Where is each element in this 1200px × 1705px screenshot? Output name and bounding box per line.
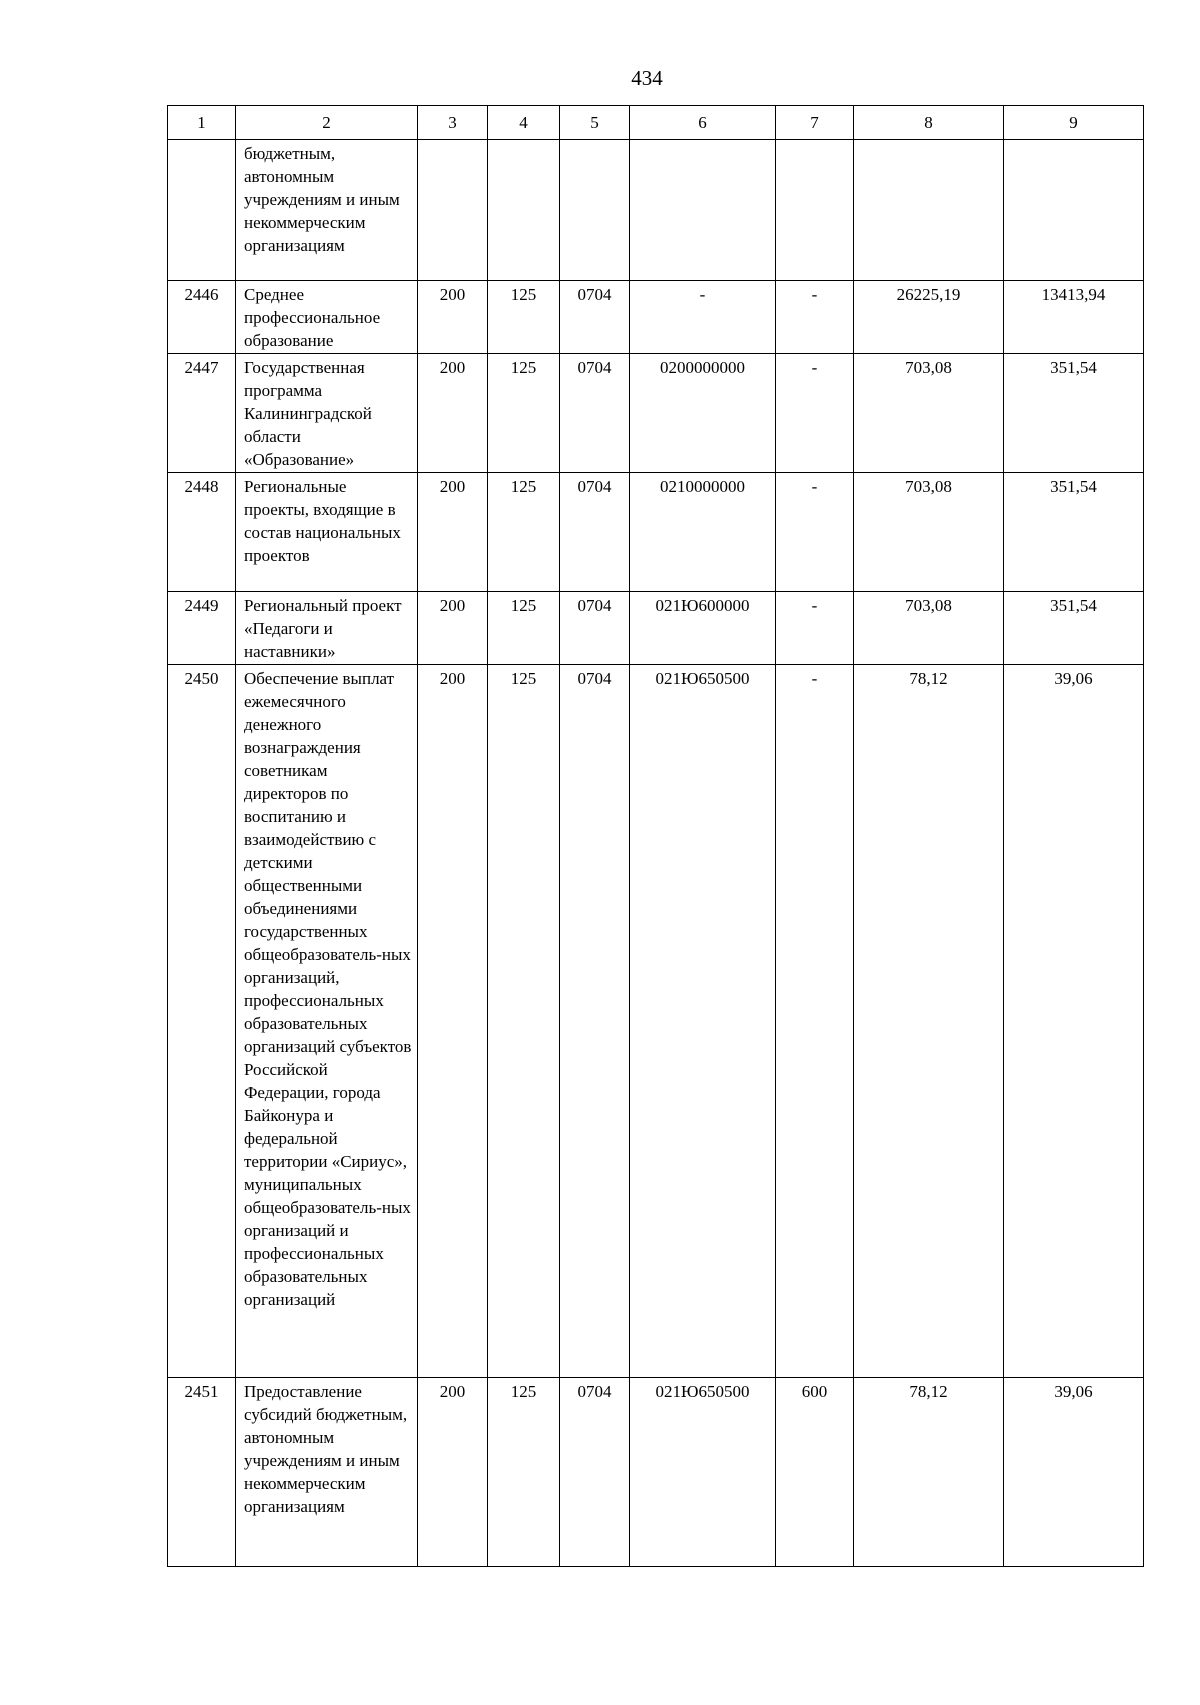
cell-c5: 0704 [560, 665, 630, 1378]
cell-c7: - [776, 473, 854, 592]
cell-c4: 125 [488, 592, 560, 665]
cell-c3: 200 [418, 592, 488, 665]
cell-c7: - [776, 665, 854, 1378]
header-col-1: 1 [168, 106, 236, 140]
header-col-9: 9 [1004, 106, 1144, 140]
cell-no: 2447 [168, 354, 236, 473]
cell-c5: 0704 [560, 354, 630, 473]
cell-description: Государственная программа Калининградской области «Образование» [236, 354, 418, 473]
cell-c5 [560, 140, 630, 281]
cell-description: Предоставление субсидий бюджетным, автономным учреждениям и иным некоммерческим организациям [236, 1378, 418, 1567]
header-col-5: 5 [560, 106, 630, 140]
header-col-4: 4 [488, 106, 560, 140]
cell-no: 2446 [168, 281, 236, 354]
cell-c4: 125 [488, 281, 560, 354]
cell-c7: - [776, 354, 854, 473]
cell-c8 [854, 140, 1004, 281]
cell-c3: 200 [418, 665, 488, 1378]
cell-c7: - [776, 592, 854, 665]
cell-c7 [776, 140, 854, 281]
cell-c4: 125 [488, 354, 560, 473]
cell-c6: 021Ю600000 [630, 592, 776, 665]
table-row [168, 473, 1144, 592]
cell-c5: 0704 [560, 1378, 630, 1567]
page-number: 434 [631, 66, 663, 90]
cell-c8: 26225,19 [854, 281, 1004, 354]
cell-c4: 125 [488, 473, 560, 592]
header-row [168, 106, 1144, 140]
cell-no: 2449 [168, 592, 236, 665]
cell-c9: 351,54 [1004, 354, 1144, 473]
cell-c9 [1004, 140, 1144, 281]
cell-c8: 78,12 [854, 1378, 1004, 1567]
cell-c6: 021Ю650500 [630, 1378, 776, 1567]
cell-c8: 703,08 [854, 354, 1004, 473]
cell-c9: 351,54 [1004, 592, 1144, 665]
cell-description: Обеспечение выплат ежемесячного денежного вознаграждения советникам директоров по воспитанию и взаимодействию с детскими общественными объединениями государственных общеобразователь-ных организаций, профессиональных образовательных организаций субъектов Российской Федерации, города Байконура и федеральной территории «Сириус», муниципальных общеобразователь-ных организаций и профессиональных образовательных организаций [236, 665, 418, 1378]
header-col-3: 3 [418, 106, 488, 140]
cell-description: Региональный проект «Педагоги и наставники» [236, 592, 418, 665]
cell-c4: 125 [488, 1378, 560, 1567]
cell-no: 2451 [168, 1378, 236, 1567]
budget-table [167, 105, 1144, 1567]
cell-c8: 703,08 [854, 473, 1004, 592]
table-row [168, 354, 1144, 473]
cell-c9: 39,06 [1004, 1378, 1144, 1567]
cell-no: 2450 [168, 665, 236, 1378]
header-col-2: 2 [236, 106, 418, 140]
cell-c9: 13413,94 [1004, 281, 1144, 354]
cell-c6: 021Ю650500 [630, 665, 776, 1378]
cell-c8: 78,12 [854, 665, 1004, 1378]
cell-c6: 0200000000 [630, 354, 776, 473]
table-row-continuation [168, 140, 1144, 281]
cell-c7: 600 [776, 1378, 854, 1567]
cell-c5: 0704 [560, 281, 630, 354]
cell-description: Региональные проекты, входящие в состав национальных проектов [236, 473, 418, 592]
cell-c3: 200 [418, 1378, 488, 1567]
table-row [168, 592, 1144, 665]
cell-c5: 0704 [560, 592, 630, 665]
table-row [168, 1378, 1144, 1567]
cell-c3 [418, 140, 488, 281]
cell-c4: 125 [488, 665, 560, 1378]
cell-c6: - [630, 281, 776, 354]
cell-c9: 351,54 [1004, 473, 1144, 592]
cell-c7: - [776, 281, 854, 354]
table-row [168, 281, 1144, 354]
cell-c6: 0210000000 [630, 473, 776, 592]
cell-no: 2448 [168, 473, 236, 592]
cell-c8: 703,08 [854, 592, 1004, 665]
header-col-6: 6 [630, 106, 776, 140]
table-row [168, 665, 1144, 1378]
cell-c4 [488, 140, 560, 281]
cell-no [168, 140, 236, 281]
header-col-8: 8 [854, 106, 1004, 140]
cell-description: Среднее профессиональное образование [236, 281, 418, 354]
cell-c5: 0704 [560, 473, 630, 592]
cell-description: бюджетным, автономным учреждениям и иным некоммерческим организациям [236, 140, 418, 281]
header-col-7: 7 [776, 106, 854, 140]
cell-c6 [630, 140, 776, 281]
cell-c3: 200 [418, 354, 488, 473]
cell-c9: 39,06 [1004, 665, 1144, 1378]
cell-c3: 200 [418, 281, 488, 354]
cell-c3: 200 [418, 473, 488, 592]
